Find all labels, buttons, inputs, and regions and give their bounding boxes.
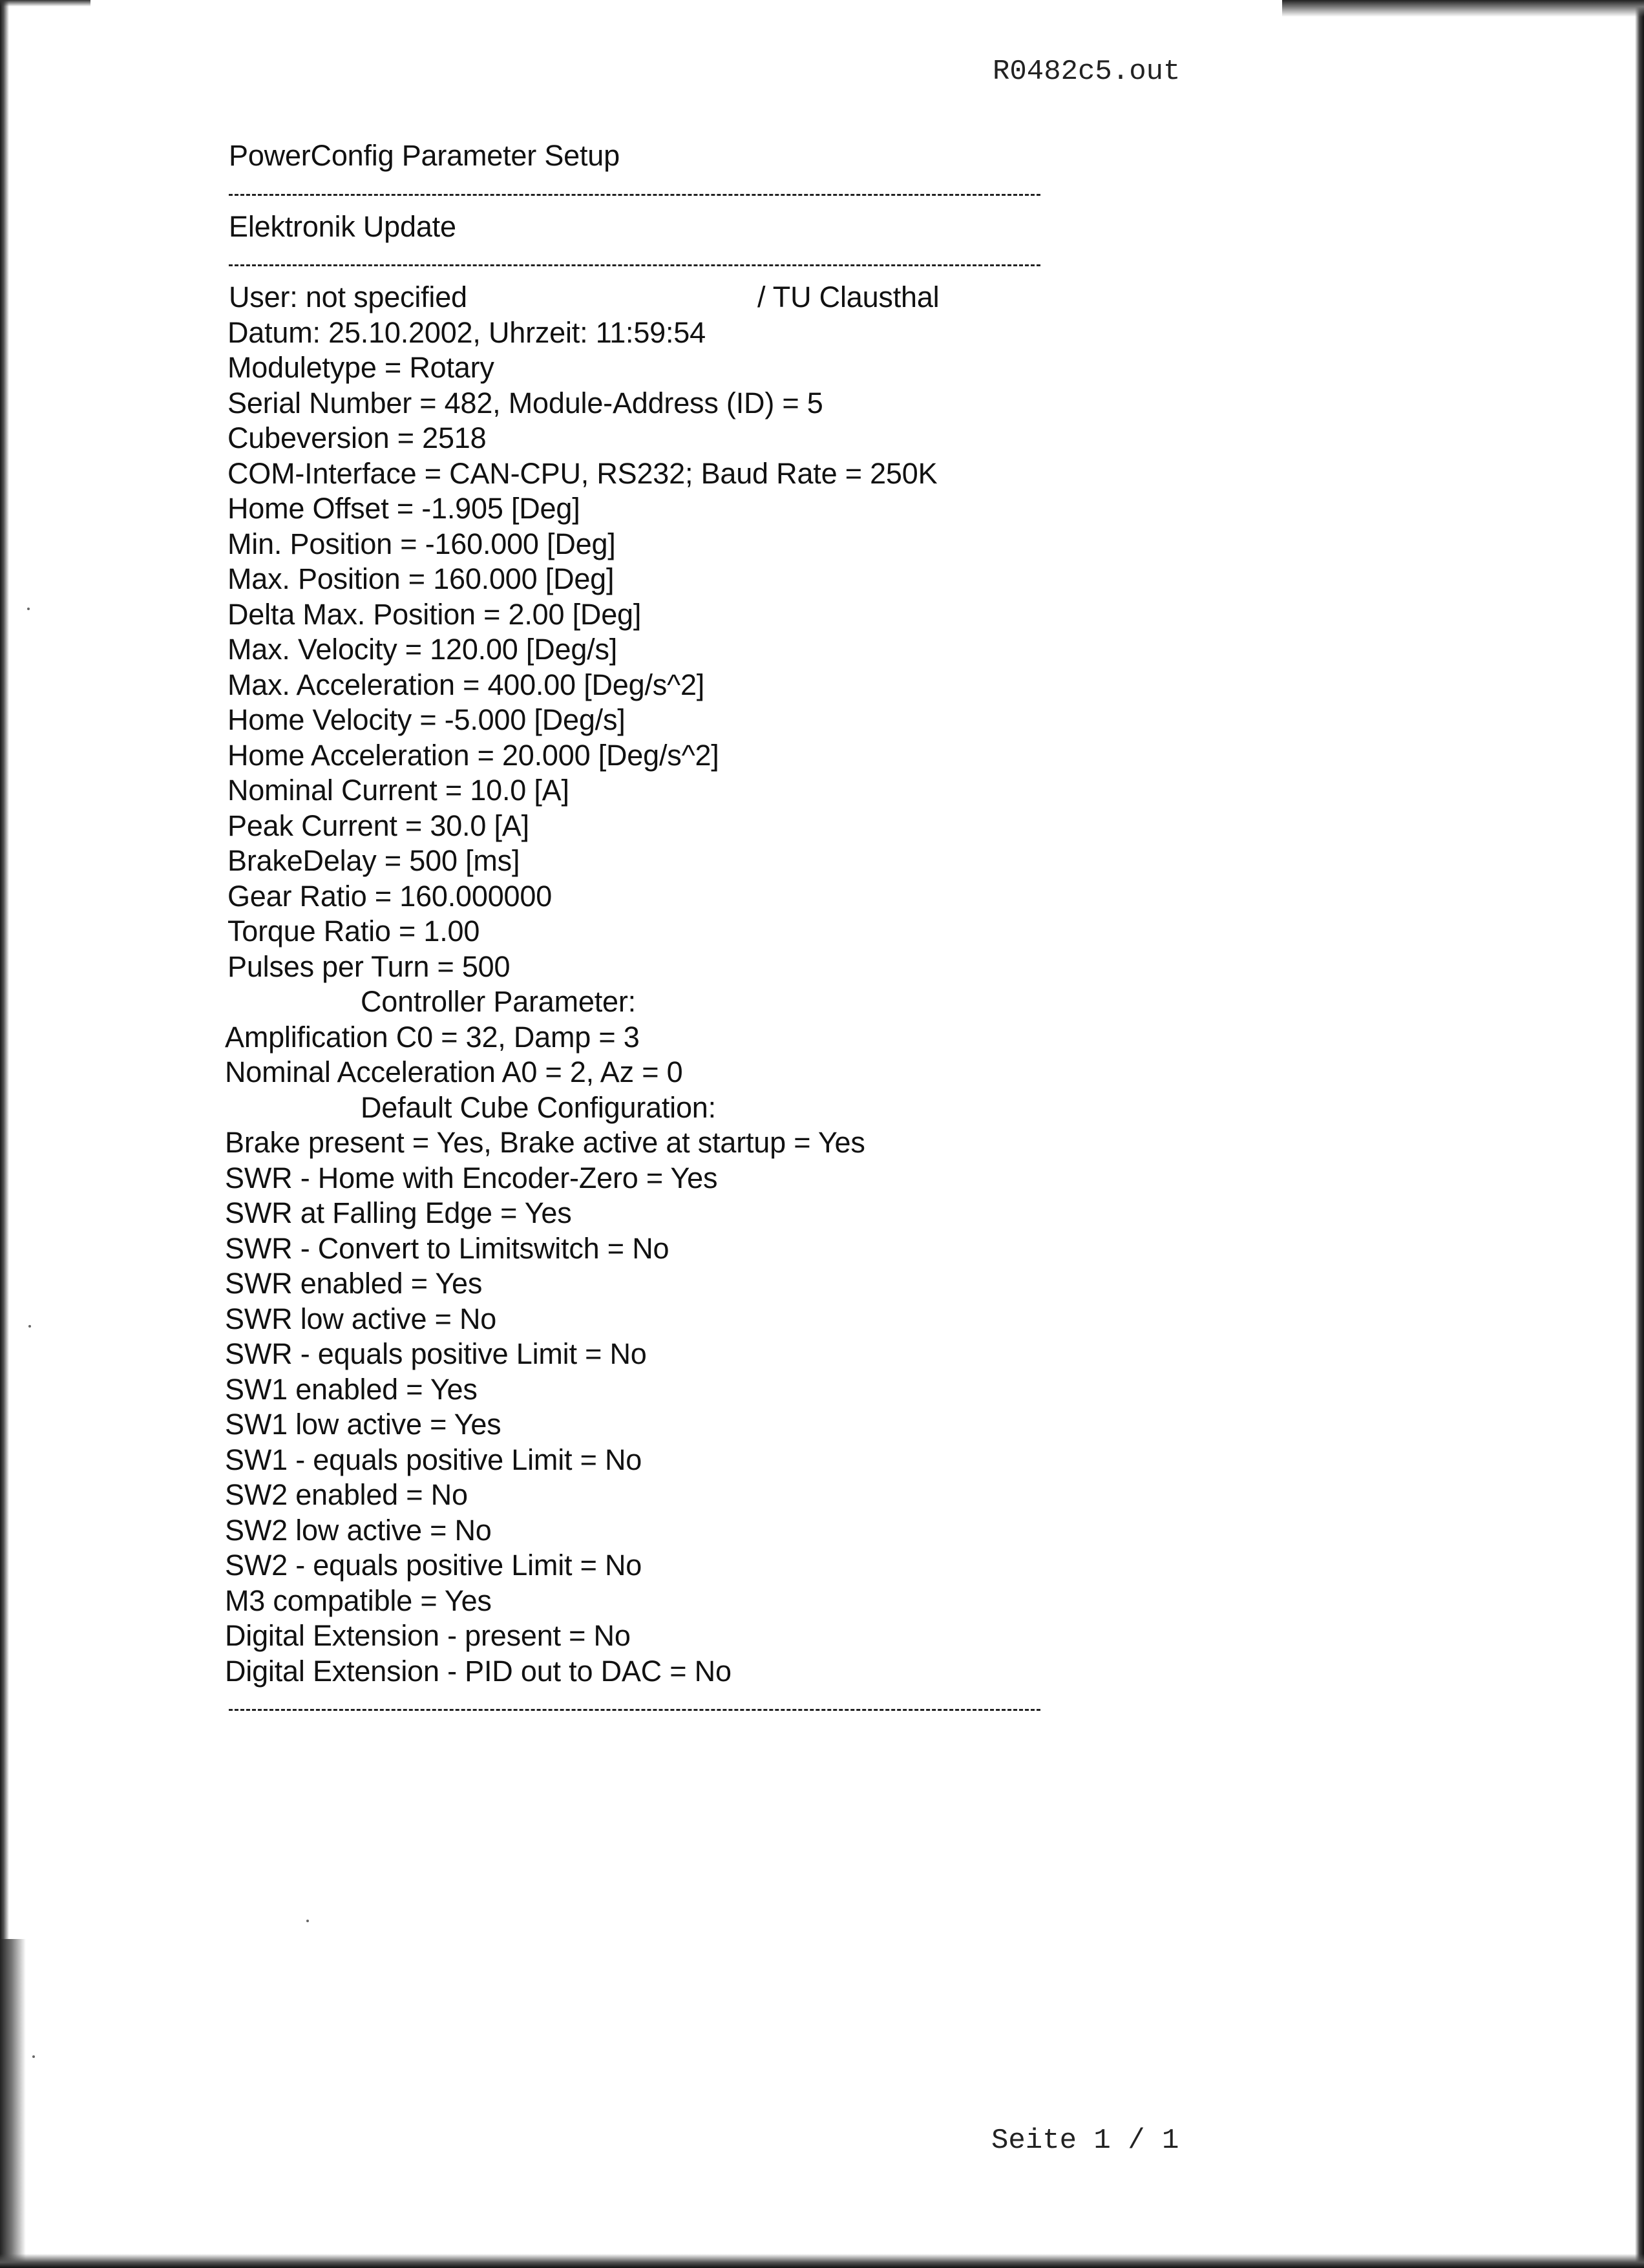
parameter-line: BrakeDelay = 500 [ms] (227, 844, 520, 877)
parameter-line: SWR - Home with Encoder-Zero = Yes (225, 1161, 718, 1194)
parameter-line: COM-Interface = CAN-CPU, RS232; Baud Rate = 250K (227, 456, 938, 490)
file-name: R0482c5.out (993, 56, 1181, 88)
parameter-line: Home Offset = -1.905 [Deg] (227, 492, 580, 525)
parameter-line: SW2 low active = No (225, 1513, 492, 1547)
parameter-line: M3 compatible = Yes (225, 1584, 492, 1617)
parameter-line: Max. Position = 160.000 [Deg] (227, 562, 615, 595)
parameter-line: Digital Extension - present = No (225, 1619, 631, 1652)
parameter-line: Serial Number = 482, Module-Address (ID) = 5 (227, 386, 823, 419)
parameter-line: Min. Position = -160.000 [Deg] (227, 527, 616, 560)
parameter-line: Gear Ratio = 160.000000 (227, 879, 553, 913)
parameter-line: Nominal Acceleration A0 = 2, Az = 0 (225, 1055, 683, 1088)
parameter-line: SWR enabled = Yes (225, 1267, 483, 1300)
separator-line (225, 174, 1117, 209)
default-config-parameters (225, 1125, 1117, 1689)
report-subtitle: Elektronik Update (229, 209, 456, 243)
parameter-line: Digital Extension - PID out to DAC = No (225, 1654, 732, 1688)
parameter-line: Max. Velocity = 120.00 [Deg/s] (227, 633, 618, 666)
parameter-report (225, 138, 1117, 1724)
default-config-heading: Default Cube Configuration: (361, 1090, 716, 1124)
controller-parameters (225, 1020, 1117, 1090)
user-label: User: not specified (229, 281, 467, 313)
user-line (225, 280, 1117, 315)
general-parameters (225, 315, 1117, 985)
parameter-line: Torque Ratio = 1.00 (227, 915, 480, 948)
parameter-line: Home Acceleration = 20.000 [Deg/s^2] (227, 738, 719, 772)
scan-speck (28, 1325, 31, 1328)
page-number: Seite 1 / 1 (991, 2125, 1179, 2157)
scan-edge-top-right (1282, 0, 1644, 17)
controller-heading: Controller Parameter: (361, 985, 636, 1018)
parameter-line: Datum: 25.10.2002, Uhrzeit: 11:59:54 (227, 315, 706, 349)
parameter-line: Amplification C0 = 32, Damp = 3 (225, 1020, 640, 1054)
scan-edge-right (1635, 0, 1644, 2268)
scan-edge-left-lower (0, 1939, 26, 2268)
parameter-line: Max. Acceleration = 400.00 [Deg/s^2] (227, 668, 705, 701)
parameter-line: SW1 - equals positive Limit = No (225, 1443, 642, 1476)
parameter-line: Moduletype = Rotary (227, 351, 494, 384)
scan-edge-top-left (0, 0, 90, 6)
parameter-line: SW2 enabled = No (225, 1478, 468, 1511)
separator-line (225, 1689, 1117, 1724)
separator-line (225, 244, 1117, 280)
parameter-line: Pulses per Turn = 500 (227, 949, 511, 983)
scan-edge-left (0, 0, 9, 2268)
parameter-line: Cubeversion = 2518 (227, 421, 487, 454)
scan-speck (27, 608, 30, 610)
organization: / TU Clausthal (757, 281, 940, 313)
parameter-line: Nominal Current = 10.0 [A] (227, 774, 569, 807)
scan-speck (32, 2055, 35, 2058)
parameter-line: Peak Current = 30.0 [A] (227, 809, 529, 842)
parameter-line: SW1 enabled = Yes (225, 1372, 478, 1406)
parameter-line: SWR - equals positive Limit = No (225, 1337, 647, 1370)
parameter-line: Delta Max. Position = 2.00 [Deg] (227, 597, 642, 631)
parameter-line: SWR at Falling Edge = Yes (225, 1196, 572, 1229)
parameter-line: SWR low active = No (225, 1302, 497, 1335)
report-title: PowerConfig Parameter Setup (229, 139, 620, 172)
parameter-line: SW2 - equals positive Limit = No (225, 1549, 642, 1582)
parameter-line: SWR - Convert to Limitswitch = No (225, 1231, 669, 1265)
parameter-line: Home Velocity = -5.000 [Deg/s] (227, 703, 626, 736)
parameter-line: SW1 low active = Yes (225, 1408, 501, 1441)
scan-speck (306, 1920, 309, 1922)
parameter-line: Brake present = Yes, Brake active at startup = Yes (225, 1126, 865, 1159)
scan-edge-bottom (0, 2254, 1644, 2268)
